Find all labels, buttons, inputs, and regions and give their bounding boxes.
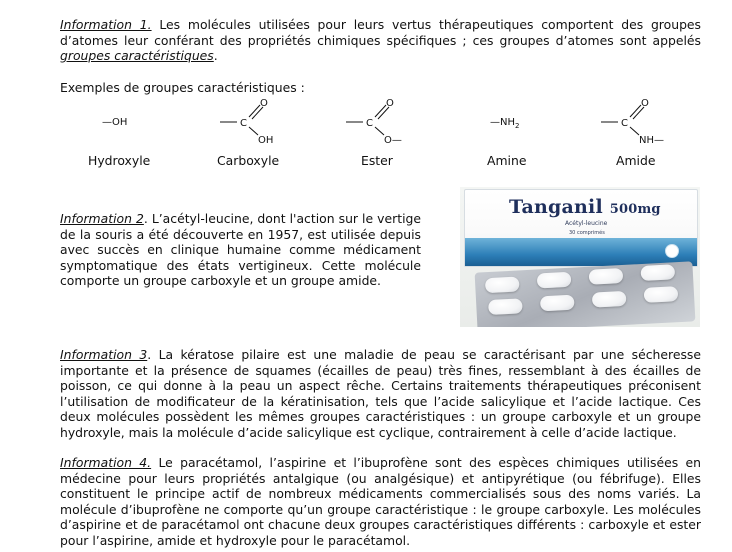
information-1-text: Les molécules utilisées pour leurs vertus thérapeutiques comportent des groupes d’atomes leur conférant des propriétés chimiques spécifiques ; ces groupes d’atomes sont appelés	[60, 17, 702, 48]
ester-formula	[346, 95, 406, 147]
ester-o-label: O	[386, 98, 394, 109]
tablet	[592, 291, 627, 308]
information-2-text: . L’acétyl-leucine, dont l'action sur le vertige de la souris a été découverte en 1957, est utilisée depuis avec succès en clinique humaine comme médicament symptomatique des états vertigineux. Cette molécule comporte un groupe carboxyle et un groupe amide.	[60, 211, 421, 288]
tablet	[644, 286, 679, 303]
groupes-caracteristiques-term: groupes caractéristiques	[60, 48, 214, 63]
tablet	[589, 268, 624, 285]
amide-c-label: C	[621, 118, 628, 129]
tanganil-photo	[460, 187, 700, 327]
amide-name: Amide	[616, 153, 656, 168]
medicine-subtitle: Acétyl-leucine	[565, 220, 608, 227]
information-1-paragraph	[60, 17, 701, 64]
information-3-text: . La kératose pilaire est une maladie de peau se caractérisant par une sécheresse importante et la présence de squames (écailles de peau) très fines, ressemblant à des écailles de poisson, ce qui donne à la peau un aspect rêche. Certains traitements thérapeutiques préconisent l’utilisation de modificateur de la kératinisation, tels que l’acide salicylique et l’acide lactique. Ces deux molécules possèdent les mêmes groupes caractéristiques : un groupe carboxyle et un groupe hydroxyle, mais la molécule d’acide salicylique est cyclique, contrairement à celle d’acide lactique.	[60, 347, 701, 440]
carboxyle-name: Carboxyle	[217, 153, 280, 168]
amine-nh-label: $—NH_2$	[490, 117, 520, 130]
information-1-end: .	[213, 48, 218, 63]
tablet	[540, 295, 575, 312]
hydroxyle-name: Hydroxyle	[88, 153, 151, 168]
information-4-heading: Information 4.	[60, 455, 152, 470]
information-3-heading: Information 3	[60, 347, 148, 362]
amide-nh-label: NH—	[639, 135, 664, 146]
tablet	[537, 272, 572, 289]
amine-name: Amine	[487, 153, 527, 168]
carboxyle-formula	[220, 95, 280, 147]
carboxyle-oh-label: OH	[258, 135, 274, 146]
medicine-box	[464, 189, 698, 267]
information-2-paragraph	[60, 211, 421, 289]
ester-name: Ester	[361, 153, 393, 168]
medicine-brand-name: Tanganil	[509, 196, 603, 218]
information-4-text: Le paracétamol, l’aspirine et l’ibuprofène sont des espèces chimiques utilisées en médecine pour leurs propriétés antalgique (ou analgésique) et antipyrétique (ou fébrifuge). Elles constituent le principe actif de nombreux médicaments commercialisés sous des noms variés. La molécule d’ibuprofène ne comporte qu’un groupe caractéristique : le groupe carboxyle. Les molécules d’aspirine et de paracétamol ont chacune deux groupes caractéristiques différents : carboxyle et ester pour l’aspirine, amide et hydroxyle pour le paracétamol.	[60, 455, 701, 548]
medicine-dose: 500mg	[609, 202, 661, 217]
information-3-paragraph	[60, 347, 701, 440]
tablet	[488, 298, 523, 315]
ester-o-bond-label: O—	[384, 135, 402, 146]
ester-c-label: C	[366, 118, 373, 129]
medicine-brand	[509, 196, 661, 218]
medicine-box-stripe	[465, 238, 697, 266]
tablet	[640, 264, 675, 281]
information-2-heading: Information 2	[60, 211, 144, 226]
carboxyle-o-label: O	[260, 98, 268, 109]
amide-o-label: O	[641, 98, 649, 109]
carboxyle-c-label: C	[240, 118, 247, 129]
amide-formula	[601, 95, 671, 147]
information-4-paragraph	[60, 455, 701, 548]
hydroxyle-formula	[100, 95, 150, 145]
tablet	[485, 276, 520, 293]
examples-title: Exemples de groupes caractéristiques :	[60, 80, 305, 95]
information-1-heading: Information 1.	[60, 17, 152, 32]
hydroxyle-oh-label: —OH	[102, 117, 128, 128]
medicine-count: 30 comprimés	[569, 230, 605, 236]
lab-logo-icon	[665, 244, 679, 258]
amine-formula	[490, 95, 550, 145]
blister-pack	[475, 261, 696, 327]
